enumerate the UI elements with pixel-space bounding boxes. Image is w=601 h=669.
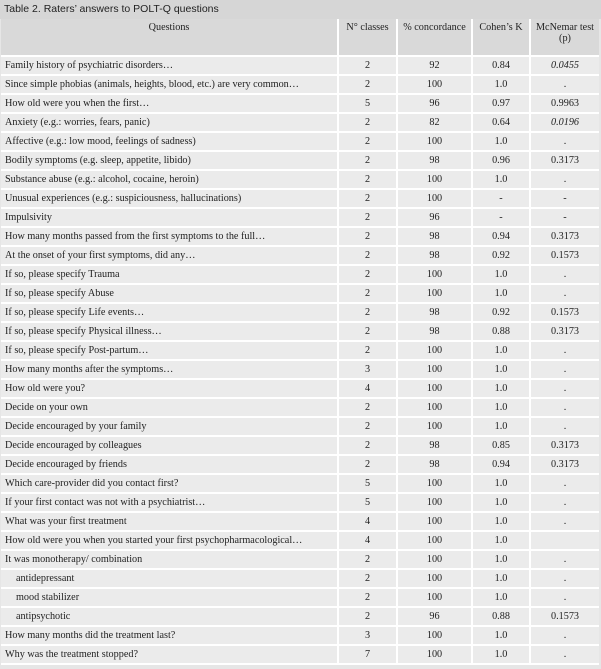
table-row [1, 304, 599, 323]
mcnemar-cell: . [531, 627, 599, 646]
question-cell: Since simple phobias (animals, heights, blood, etc.) are very common… [1, 76, 339, 95]
cohens-k-cell: 0.92 [473, 247, 531, 266]
classes-cell: 2 [339, 456, 398, 475]
cohens-k-cell: 1.0 [473, 418, 531, 437]
table-row [1, 228, 599, 247]
table-row [1, 209, 599, 228]
concordance-cell: 98 [398, 228, 473, 247]
classes-cell: 2 [339, 418, 398, 437]
question-cell: How many months did the treatment last? [1, 627, 339, 646]
table-caption: Table 2. Raters’ answers to POLT-Q questions [0, 0, 601, 19]
cohens-k-cell: 1.0 [473, 627, 531, 646]
concordance-cell: 100 [398, 380, 473, 399]
cohens-k-cell: 1.0 [473, 570, 531, 589]
concordance-cell: 100 [398, 627, 473, 646]
cohens-k-cell: 1.0 [473, 551, 531, 570]
cohens-k-cell: 1.0 [473, 380, 531, 399]
cohens-k-cell: 0.88 [473, 608, 531, 627]
question-cell: If so, please specify Abuse [1, 285, 339, 304]
mcnemar-cell: 0.1573 [531, 247, 599, 266]
classes-cell: 2 [339, 247, 398, 266]
mcnemar-cell: . [531, 342, 599, 361]
mcnemar-cell: 0.1573 [531, 304, 599, 323]
cohens-k-cell: 1.0 [473, 589, 531, 608]
mcnemar-cell: . [531, 418, 599, 437]
concordance-cell: 98 [398, 152, 473, 171]
concordance-cell: 98 [398, 304, 473, 323]
cohens-k-cell: 1.0 [473, 133, 531, 152]
table-row [1, 646, 599, 665]
mcnemar-cell [531, 532, 599, 551]
cohens-k-cell: 1.0 [473, 475, 531, 494]
question-cell: Anxiety (e.g.: worries, fears, panic) [1, 114, 339, 133]
question-cell: Decide on your own [1, 399, 339, 418]
table-row [1, 114, 599, 133]
table-row [1, 152, 599, 171]
question-cell: Why was the treatment stopped? [1, 646, 339, 665]
table-row [1, 380, 599, 399]
concordance-cell: 100 [398, 190, 473, 209]
concordance-cell: 100 [398, 399, 473, 418]
table-row [1, 475, 599, 494]
question-cell: Unusual experiences (e.g.: suspiciousness, hallucinations) [1, 190, 339, 209]
cohens-k-cell: 0.94 [473, 228, 531, 247]
mcnemar-cell: 0.3173 [531, 228, 599, 247]
question-cell: If your first contact was not with a psychiatrist… [1, 494, 339, 513]
table-row [1, 133, 599, 152]
question-cell: How many months passed from the first symptoms to the full… [1, 228, 339, 247]
mcnemar-cell: . [531, 570, 599, 589]
mcnemar-cell: 0.3173 [531, 456, 599, 475]
classes-cell: 2 [339, 342, 398, 361]
table-row [1, 95, 599, 114]
mcnemar-cell: . [531, 76, 599, 95]
table-row [1, 342, 599, 361]
question-cell: It was monotherapy/ combination [1, 551, 339, 570]
concordance-cell: 98 [398, 247, 473, 266]
concordance-cell: 100 [398, 589, 473, 608]
table-row [1, 171, 599, 190]
table-row [1, 532, 599, 551]
cohens-k-cell: 1.0 [473, 532, 531, 551]
concordance-cell: 100 [398, 285, 473, 304]
col-header-cohens-k: Cohen’s K [473, 19, 531, 57]
question-cell: How many months after the symptoms… [1, 361, 339, 380]
cohens-k-cell: - [473, 209, 531, 228]
question-cell: If so, please specify Physical illness… [1, 323, 339, 342]
concordance-cell: 98 [398, 456, 473, 475]
question-cell: Bodily symptoms (e.g. sleep, appetite, libido) [1, 152, 339, 171]
mcnemar-cell: - [531, 209, 599, 228]
table-row [1, 418, 599, 437]
cohens-k-cell: 1.0 [473, 76, 531, 95]
classes-cell: 3 [339, 627, 398, 646]
concordance-cell: 100 [398, 361, 473, 380]
mcnemar-cell: . [531, 399, 599, 418]
mcnemar-cell: 0.0196 [531, 114, 599, 133]
concordance-cell: 100 [398, 513, 473, 532]
concordance-cell: 100 [398, 76, 473, 95]
question-cell: Decide encouraged by colleagues [1, 437, 339, 456]
table-row [1, 589, 599, 608]
mcnemar-cell: . [531, 266, 599, 285]
table-row [1, 266, 599, 285]
concordance-cell: 100 [398, 266, 473, 285]
table-row [1, 551, 599, 570]
table-row [1, 361, 599, 380]
classes-cell: 4 [339, 532, 398, 551]
classes-cell: 2 [339, 285, 398, 304]
mcnemar-cell: 0.3173 [531, 152, 599, 171]
col-header-questions: Questions [1, 19, 339, 57]
table-row [1, 494, 599, 513]
cohens-k-cell: 0.92 [473, 304, 531, 323]
table-row [1, 608, 599, 627]
mcnemar-cell: 0.3173 [531, 323, 599, 342]
classes-cell: 4 [339, 380, 398, 399]
cohens-k-cell: 0.64 [473, 114, 531, 133]
concordance-cell: 100 [398, 646, 473, 665]
table-body [1, 57, 599, 665]
question-cell: Substance abuse (e.g.: alcohol, cocaine, heroin) [1, 171, 339, 190]
question-cell: Family history of psychiatric disorders… [1, 57, 339, 76]
classes-cell: 2 [339, 304, 398, 323]
mcnemar-cell: . [531, 646, 599, 665]
question-cell: How old were you? [1, 380, 339, 399]
classes-cell: 4 [339, 513, 398, 532]
classes-cell: 2 [339, 589, 398, 608]
concordance-cell: 100 [398, 342, 473, 361]
cohens-k-cell: 1.0 [473, 646, 531, 665]
cohens-k-cell: 1.0 [473, 342, 531, 361]
cohens-k-cell: 1.0 [473, 266, 531, 285]
concordance-table [1, 19, 599, 665]
question-cell: If so, please specify Post-partum… [1, 342, 339, 361]
cohens-k-cell: 1.0 [473, 285, 531, 304]
cohens-k-cell: 1.0 [473, 513, 531, 532]
classes-cell: 2 [339, 266, 398, 285]
question-cell: mood stabilizer [1, 589, 339, 608]
question-cell: Decide encouraged by your family [1, 418, 339, 437]
cohens-k-cell: 0.88 [473, 323, 531, 342]
concordance-cell: 96 [398, 209, 473, 228]
table-row [1, 190, 599, 209]
mcnemar-cell: 0.0455 [531, 57, 599, 76]
question-cell: Decide encouraged by friends [1, 456, 339, 475]
concordance-cell: 100 [398, 570, 473, 589]
classes-cell: 2 [339, 133, 398, 152]
cohens-k-cell: 1.0 [473, 171, 531, 190]
classes-cell: 5 [339, 475, 398, 494]
mcnemar-cell: . [531, 171, 599, 190]
header-row [1, 19, 599, 57]
concordance-cell: 100 [398, 551, 473, 570]
concordance-cell: 100 [398, 532, 473, 551]
table-row [1, 570, 599, 589]
question-cell: How old were you when the first… [1, 95, 339, 114]
col-header-classes: N° classes [339, 19, 398, 57]
concordance-cell: 96 [398, 95, 473, 114]
mcnemar-cell: . [531, 475, 599, 494]
mcnemar-cell: . [531, 551, 599, 570]
concordance-cell: 100 [398, 171, 473, 190]
mcnemar-cell: . [531, 133, 599, 152]
table-row [1, 456, 599, 475]
classes-cell: 2 [339, 152, 398, 171]
col-header-concordance: % concordance [398, 19, 473, 57]
cohens-k-cell: 1.0 [473, 361, 531, 380]
classes-cell: 2 [339, 209, 398, 228]
question-cell: antidepressant [1, 570, 339, 589]
question-cell: Impulsivity [1, 209, 339, 228]
classes-cell: 2 [339, 57, 398, 76]
table-row [1, 323, 599, 342]
question-cell: If so, please specify Trauma [1, 266, 339, 285]
question-cell: What was your first treatment [1, 513, 339, 532]
mcnemar-cell: . [531, 361, 599, 380]
col-header-mcnemar: McNemar test (p) [531, 19, 599, 57]
table-row [1, 399, 599, 418]
mcnemar-cell: . [531, 285, 599, 304]
table-row [1, 285, 599, 304]
cohens-k-cell: 0.94 [473, 456, 531, 475]
classes-cell: 5 [339, 95, 398, 114]
classes-cell: 3 [339, 361, 398, 380]
classes-cell: 2 [339, 551, 398, 570]
question-cell: Which care-provider did you contact first? [1, 475, 339, 494]
question-cell: How old were you when you started your first psychopharmacological… [1, 532, 339, 551]
concordance-cell: 96 [398, 608, 473, 627]
classes-cell: 5 [339, 494, 398, 513]
concordance-cell: 92 [398, 57, 473, 76]
classes-cell: 2 [339, 399, 398, 418]
classes-cell: 2 [339, 171, 398, 190]
question-cell: Affective (e.g.: low mood, feelings of sadness) [1, 133, 339, 152]
mcnemar-cell: . [531, 380, 599, 399]
concordance-cell: 100 [398, 133, 473, 152]
classes-cell: 2 [339, 608, 398, 627]
cohens-k-cell: 1.0 [473, 399, 531, 418]
mcnemar-cell: . [531, 494, 599, 513]
mcnemar-cell: . [531, 513, 599, 532]
classes-cell: 2 [339, 114, 398, 133]
concordance-cell: 98 [398, 323, 473, 342]
concordance-cell: 100 [398, 494, 473, 513]
cohens-k-cell: 0.97 [473, 95, 531, 114]
mcnemar-cell: 0.3173 [531, 437, 599, 456]
concordance-cell: 100 [398, 475, 473, 494]
mcnemar-cell: 0.9963 [531, 95, 599, 114]
cohens-k-cell: 0.85 [473, 437, 531, 456]
mcnemar-cell: 0.1573 [531, 608, 599, 627]
concordance-cell: 98 [398, 437, 473, 456]
classes-cell: 2 [339, 323, 398, 342]
mcnemar-cell: . [531, 589, 599, 608]
classes-cell: 2 [339, 76, 398, 95]
classes-cell: 2 [339, 570, 398, 589]
table-row [1, 247, 599, 266]
question-cell: At the onset of your first symptoms, did any… [1, 247, 339, 266]
table-row [1, 76, 599, 95]
question-cell: antipsychotic [1, 608, 339, 627]
cohens-k-cell: 0.96 [473, 152, 531, 171]
table-row [1, 437, 599, 456]
classes-cell: 2 [339, 190, 398, 209]
mcnemar-cell: - [531, 190, 599, 209]
concordance-cell: 100 [398, 418, 473, 437]
question-cell: If so, please specify Life events… [1, 304, 339, 323]
concordance-cell: 82 [398, 114, 473, 133]
cohens-k-cell: 0.84 [473, 57, 531, 76]
classes-cell: 2 [339, 228, 398, 247]
table-row [1, 627, 599, 646]
cohens-k-cell: - [473, 190, 531, 209]
table-row [1, 513, 599, 532]
cohens-k-cell: 1.0 [473, 494, 531, 513]
table-row [1, 57, 599, 76]
classes-cell: 7 [339, 646, 398, 665]
classes-cell: 2 [339, 437, 398, 456]
